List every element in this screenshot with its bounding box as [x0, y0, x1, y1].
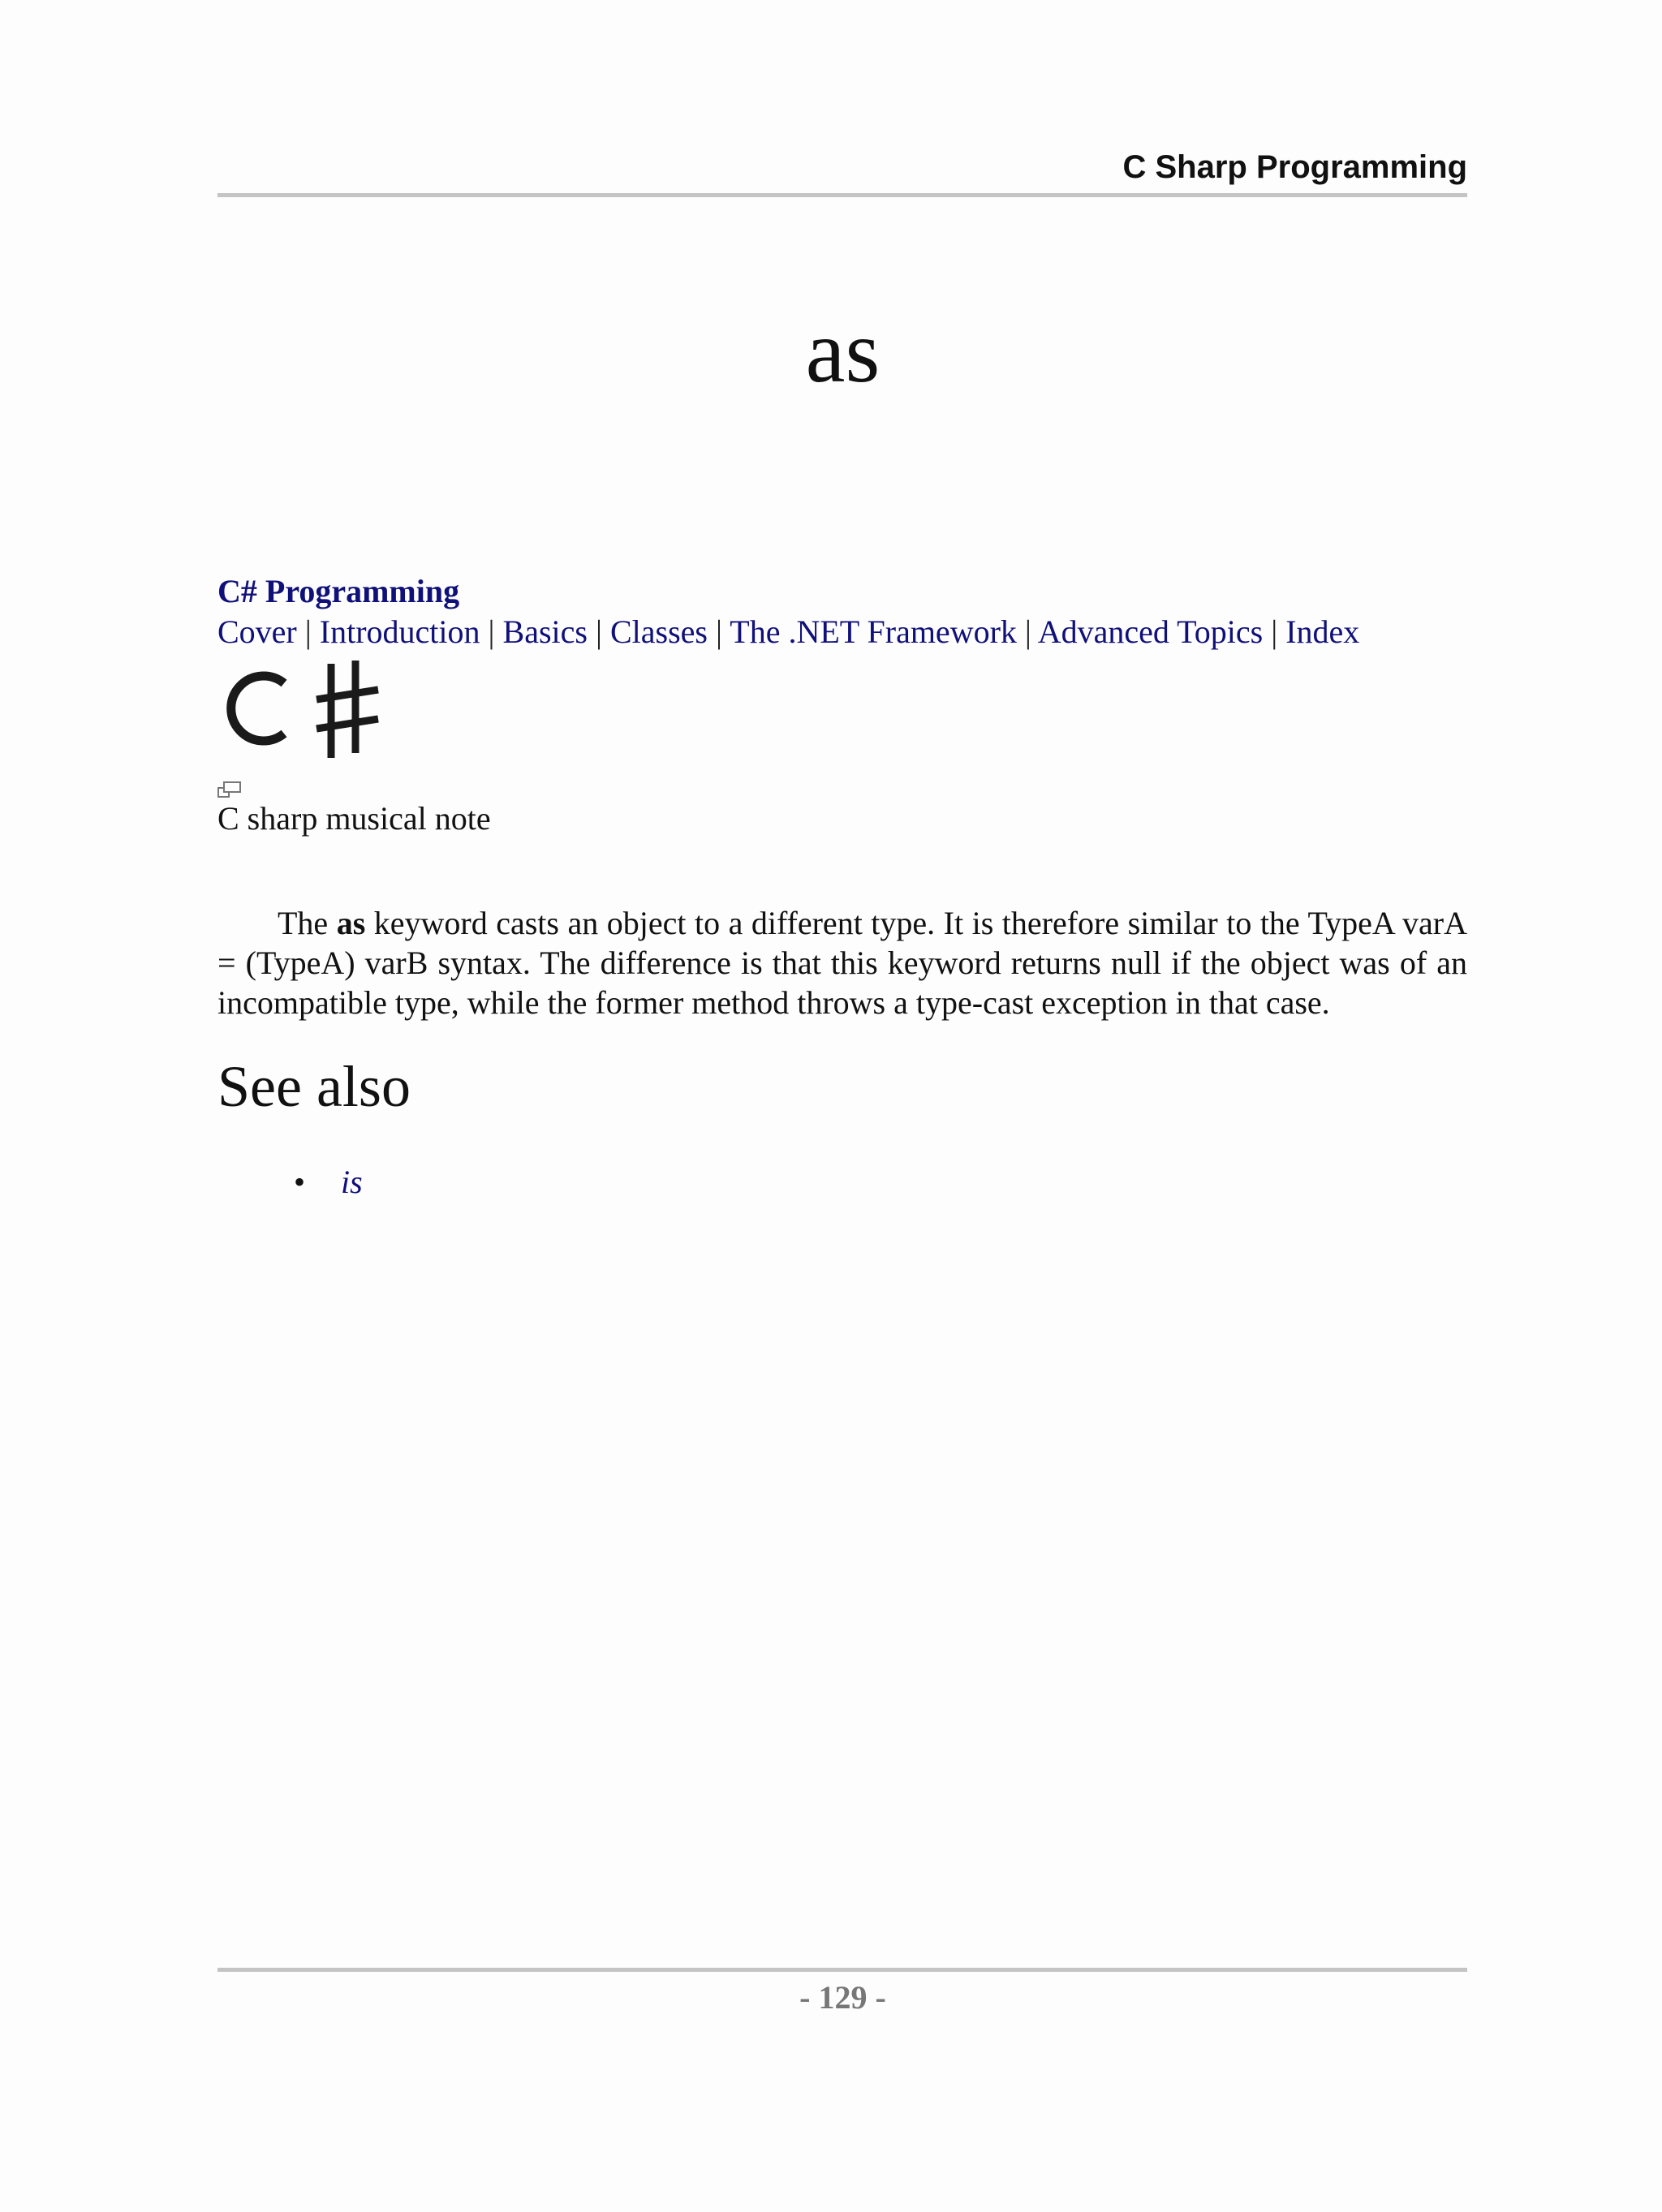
keyword-as: as	[336, 905, 366, 941]
csharp-logo[interactable]	[216, 659, 386, 758]
nav-link-index[interactable]: Index	[1285, 613, 1360, 650]
nav-separator: |	[304, 613, 312, 650]
header-rule	[217, 193, 1467, 197]
bullet: •	[294, 1164, 306, 1200]
para-start: The	[278, 905, 337, 941]
para-rest: keyword casts an object to a different type. It is therefore similar to the TypeA varA = (TypeA) varB syntax. The difference is that this keyword returns null if the object was of an incompatible type, while the former method throws a type-cast exception in that case.	[217, 905, 1467, 1021]
nav-link-advanced-topics[interactable]: Advanced Topics	[1037, 613, 1264, 650]
nav-separator: |	[715, 613, 722, 650]
logo-caption: C sharp musical note	[217, 800, 491, 837]
nav-links	[217, 612, 1467, 652]
see-also-list	[217, 1162, 363, 1203]
see-also-heading: See also	[217, 1054, 411, 1119]
nav-separator: |	[1024, 613, 1031, 650]
nav-separator: |	[1271, 613, 1278, 650]
page-number: - 129 -	[799, 1979, 886, 2016]
page-title: as	[805, 302, 881, 401]
list-item	[217, 1162, 363, 1203]
see-also-link-is[interactable]: is	[341, 1164, 363, 1200]
running-header: C Sharp Programming	[1122, 149, 1467, 185]
body-paragraph	[217, 903, 1467, 1022]
nav-title: C# Programming	[217, 573, 460, 609]
nav-link-introduction[interactable]: Introduction	[319, 613, 480, 650]
enlarge-icon[interactable]	[217, 781, 242, 798]
footer-rule	[217, 1968, 1467, 1972]
nav-link-basics[interactable]: Basics	[502, 613, 588, 650]
nav-separator: |	[488, 613, 495, 650]
book-navigation	[217, 571, 1467, 652]
nav-link-dotnet-framework[interactable]: The .NET Framework	[730, 613, 1017, 650]
nav-link-classes[interactable]: Classes	[609, 613, 708, 650]
nav-separator: |	[595, 613, 602, 650]
nav-link-cover[interactable]: Cover	[217, 613, 297, 650]
